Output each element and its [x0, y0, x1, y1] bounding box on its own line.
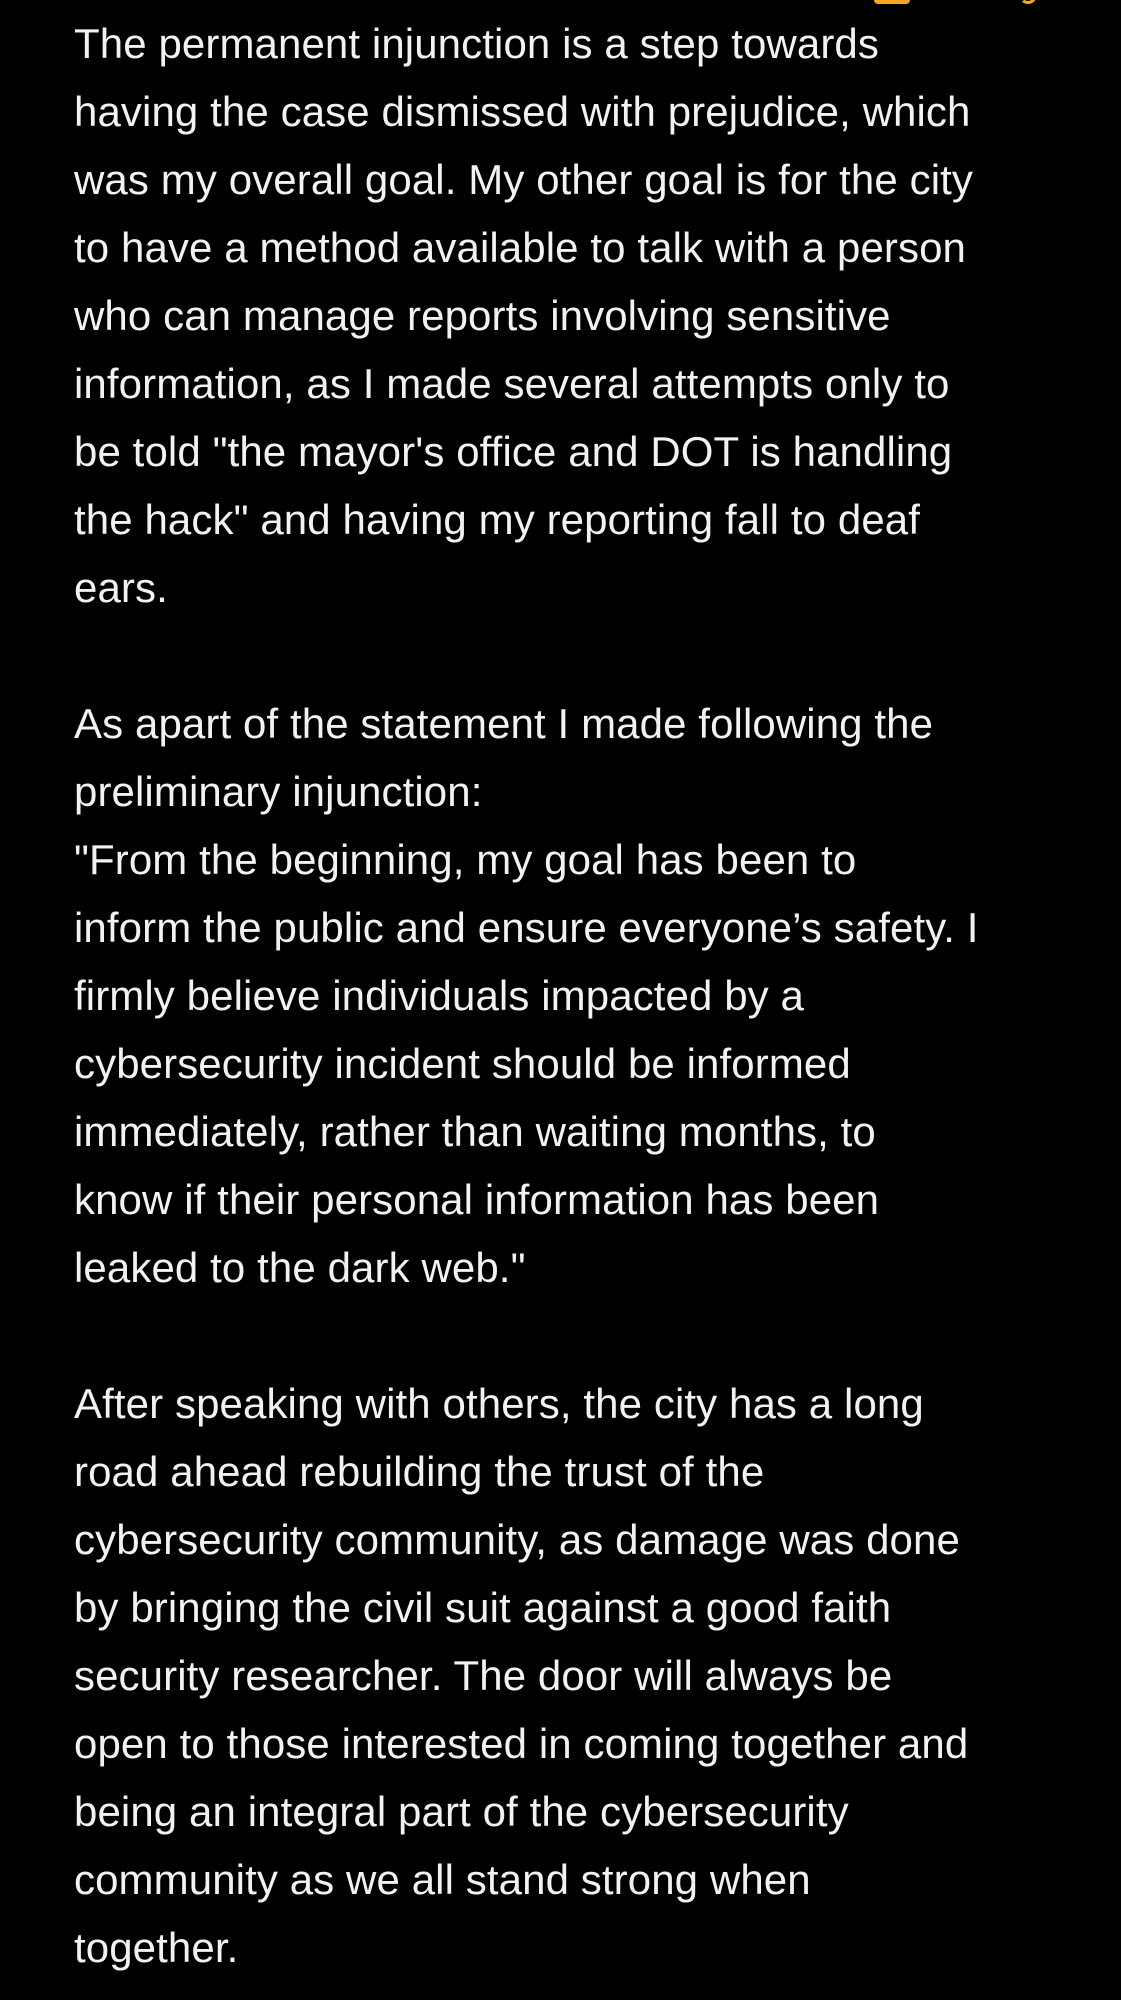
paragraph-spacer	[74, 1302, 1074, 1370]
note-paragraph-1: The permanent injunction is a step towards having the case dismissed with prejudice, which was my overall goal. My other goal is for the city to have a method available to talk with a person who can manage reports involving sensitive information, as I made several attempts only to be told "the mayor's office and DOT is handling the hack" and having my reporting fall to deaf ears.	[74, 20, 974, 611]
signal-icon	[1020, 0, 1036, 4]
note-paragraph-2: As apart of the statement I made following the preliminary injunction: "From the beginning, my goal has been to inform the public and ensure everyone’s safety. I firmly believe individuals impacted by a cybersecurity incident should be informed immediately, rather than waiting months, to know if their personal information has been leaked to the dark web."	[74, 700, 979, 1291]
note-body[interactable]	[74, 10, 1074, 1982]
paragraph-spacer	[74, 622, 1074, 690]
note-paragraph-3: After speaking with others, the city has a long road ahead rebuilding the trust of the cybersecurity community, as damage was done by bringing the civil suit against a good faith security researcher. The door will always be open to those interested in coming together and being an integral part of the cybersecurity community as we all stand strong when together.	[74, 1380, 969, 1971]
battery-icon	[874, 0, 910, 4]
status-bar	[0, 0, 1121, 8]
